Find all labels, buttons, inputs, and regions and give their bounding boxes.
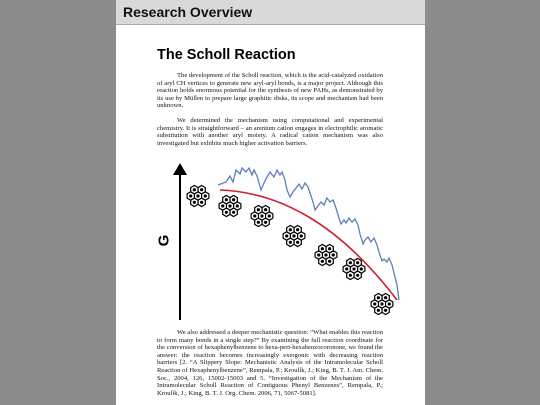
ring-center xyxy=(349,274,352,277)
ring-center xyxy=(328,247,331,250)
ring-center xyxy=(321,247,324,250)
ring-center xyxy=(232,211,235,214)
ring-center xyxy=(345,267,348,270)
ring-center xyxy=(221,204,224,207)
energy-trend-curve xyxy=(220,190,397,300)
paragraph-question: We also addressed a deeper mechanistic question: “What enables this reaction to form many bonds in a single step?” By examining the full reaction coordinate for the conversion of hexaphenylbenzene to hexa-peri-hexabenzocoronone, we found the answer: the reaction becomes increasingly exergonic with decreasing reaction barriers [2. “A Slippery Slope: Mechanistic Analysis of the Intramolecular Scholl Reaction of Hexaphenylbenzene”, Rempala, P.; Kroulík, J.; King, B. T. J. Am. Chem. Soc., 2004, 126, 15002-15003 and 5. “Investigation of the Mechanism of the Intramolecular Scholl Reaction of Contiguous Phenyl Benzenes”, Rempala, P.; Kroulík, J.; King, B. T. J. Org. Chem. 2006, 71, 5067-5081]. xyxy=(157,329,383,397)
ring-center xyxy=(257,208,260,211)
ring-center xyxy=(332,253,335,256)
paragraph-mechanism: We determined the mechanism using computational and experimental chemistry. It is straightforward – an arenium cation engages in electrophilic aromatic substitution with another aryl moiety. A radical cation mechanism was also investigated but exhibits much higher activation barriers. xyxy=(157,117,383,147)
ring-center xyxy=(225,211,228,214)
ring-center xyxy=(236,204,239,207)
ring-center xyxy=(328,260,331,263)
header-bar xyxy=(116,0,425,25)
ring-center xyxy=(317,253,320,256)
ring-center xyxy=(360,267,363,270)
ring-center xyxy=(193,188,196,191)
ring-center xyxy=(377,309,380,312)
ring-center xyxy=(356,274,359,277)
ring-center xyxy=(292,234,295,237)
ring-center xyxy=(373,302,376,305)
ring-center xyxy=(228,204,231,207)
ring-center xyxy=(200,201,203,204)
molecule-structures xyxy=(187,186,393,315)
ring-center xyxy=(352,267,355,270)
ring-center xyxy=(384,309,387,312)
paragraph-intro: The development of the Scholl reaction, which is the acid-catalyzed oxidation of aryl CH vertices to generate new aryl-aryl bonds, is a major project. Although this reaction holds enormous potential for the synthesis of new PAHs, as demonstrated by its use by Müllen to prepare large graphitic disks, its scope and mechanism had been unknown. xyxy=(157,72,383,110)
ring-center xyxy=(253,214,256,217)
ring-center xyxy=(289,228,292,231)
ring-center xyxy=(264,221,267,224)
ring-center xyxy=(264,208,267,211)
ring-center xyxy=(225,198,228,201)
ring-center xyxy=(296,241,299,244)
ring-center xyxy=(200,188,203,191)
energy-axis-arrow xyxy=(173,163,187,320)
ring-center xyxy=(377,296,380,299)
energy-diagram xyxy=(156,160,401,320)
ring-center xyxy=(349,261,352,264)
ring-center xyxy=(196,194,199,197)
energy-profile-line xyxy=(218,168,399,300)
ring-center xyxy=(388,302,391,305)
section-title: The Scholl Reaction xyxy=(157,47,296,63)
ring-center xyxy=(193,201,196,204)
ring-center xyxy=(300,234,303,237)
page xyxy=(116,0,425,405)
ring-center xyxy=(285,234,288,237)
ring-center xyxy=(257,221,260,224)
ring-center xyxy=(380,302,383,305)
free-energy-axis-label: G xyxy=(155,234,173,247)
ring-center xyxy=(296,228,299,231)
ring-center xyxy=(204,194,207,197)
ring-center xyxy=(189,194,192,197)
page-title: Research Overview xyxy=(123,4,253,20)
ring-center xyxy=(268,214,271,217)
ring-center xyxy=(321,260,324,263)
ring-center xyxy=(260,214,263,217)
ring-center xyxy=(384,296,387,299)
ring-center xyxy=(289,241,292,244)
ring-center xyxy=(232,198,235,201)
ring-center xyxy=(356,261,359,264)
reaction-coordinate-figure xyxy=(156,160,401,320)
ring-center xyxy=(324,253,327,256)
